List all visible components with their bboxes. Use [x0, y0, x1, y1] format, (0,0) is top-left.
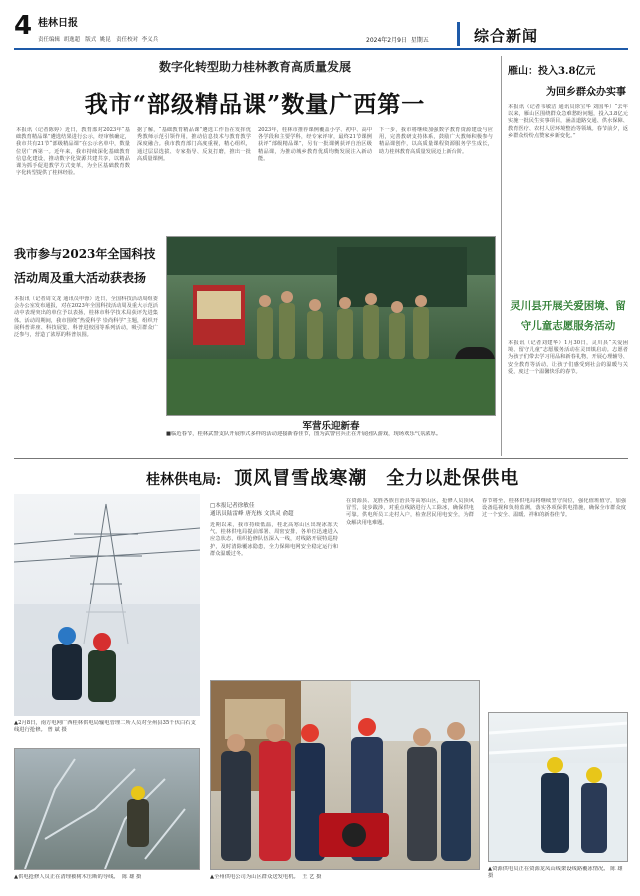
section-rule	[14, 458, 628, 459]
photo-tree-clearing	[14, 748, 200, 870]
page-number: 4	[14, 11, 33, 41]
icing-scene	[489, 713, 628, 862]
caption-a: ▲2月8日，南方电网广西桂林供电局输电管理二所人员对全州县35千伏白石支线进行抢修。 曾 斌 摄	[14, 720, 196, 733]
photo-icing	[488, 712, 628, 862]
photo1-caption: ■临近春节，桂林武警支队开展形式多样的活动迎接新春佳节，图为武警官兵正在开展团队游戏，现场欢乐气氛浓厚。	[166, 431, 442, 437]
caption-c: ▲全州供电公司为山区群众送发电机。 王 艺 摄	[210, 874, 322, 880]
right-text-2: 本报讯（记者刘建华）1月30日，灵川县“关爱困境、留守儿童”志愿服务活动在灵田镇启动。志愿者为孩子们带去学习用品和新春礼物，开展心理辅导、安全教育等活动，让孩子们感受到社会的温暖与关爱，度过一个温馨快乐的春节。	[508, 340, 628, 375]
right-headline-2: 灵川县开展关爱困境、留守儿童志愿服务活动	[510, 300, 626, 332]
vertical-divider	[501, 56, 502, 456]
tower-drawing	[14, 494, 200, 716]
masthead	[14, 8, 628, 48]
science-text: 本报讯（记者周文龙 通讯员申蓉）近日，全国科技活动周组委会办公室发布通报，对在2023年全国科技活动周及重大示范活动中表现突出的单位予以表扬，桂林市科学技术局获评先进集体。活动周期间，我市围绕“热爱科学 崇尚科学”主题，组织开展科普讲座、科技展览、科普进校园等系列活动，吸引群众广泛参与，营造了浓厚的科普氛围。	[14, 296, 158, 339]
power-byline: □本报记者徐敏佳 通讯员陆雷峰 唐光栋 文洪灵 俞超	[210, 503, 294, 517]
section-title: 综合新闻	[474, 27, 539, 45]
headline-sub: 为回乡群众办实事	[546, 87, 626, 98]
military-scene	[167, 237, 496, 416]
paper-name: 桂林日报	[38, 18, 78, 29]
staff-line: 责任编辑 胡逸超 版式 姚昆 责任校对 李义兵	[38, 37, 159, 43]
lead-col-3: 2023年，桂林市推荐课例覆盖小学、初中、高中各学段和主要学科，经专家评审，最终21节课例获评“部级精品课”，另有一批课例获评自治区级精品课，为推动城乡教育优质均衡发展注入新动能。	[258, 127, 372, 162]
issue-date: 2024年2月9日 星期五	[366, 37, 429, 44]
lead-col-4: 下一步，我市将继续加强数字教育资源建设与应用，完善教研支持体系，鼓励广大教师积极参与精品课创作，以高质量课程资源服务学生成长，助力桂林教育高质量发展迈上新台阶。	[379, 127, 493, 155]
lead-kicker: 数字化转型助力桂林教育高质量发展	[158, 60, 351, 74]
power-headline	[14, 464, 628, 490]
power-col-1: 近期以来，我市持续低温，桂北高寒山区出现冰冻天气。桂林供电局提前部署、周密安排，各单位迅速进入应急状态，组织抢修队伍深入一线，对线路开展特巡特护，及时清除覆冰隐患，全力保障电网安全稳定运行和群众温暖过冬。	[210, 522, 338, 557]
generator-scene	[211, 681, 480, 870]
masthead-rule	[14, 48, 628, 50]
right-headline-1	[508, 62, 630, 98]
power-col-2: 在资源县、龙胜各族自治县等高寒山区，抢修人员顶风冒雪，徒步跋涉，对重点线路进行人工除冰，确保供电可靠。供电所员工走村入户，检查居民用电安全，为群众解决用电难题。	[346, 498, 474, 526]
right-text-1: 本报讯（记者韦敏洁 通讯员徐宝华 刘国华）“去年以来，雁山区围绕群众急难愁盼问题，投入3.8亿元实施一批民生实事项目，涵盖道路交通、供水保障、教育医疗、农村人居环境整治等领域。春节前夕，返乡群众纷纷点赞家乡新变化。”	[508, 104, 628, 139]
caption-d: ▲资源供电员正在资源龙凤山线架设线路覆冰情况。 陈 雄 摄	[488, 866, 623, 879]
headline-amount: 投入3.8亿元	[538, 66, 596, 77]
power-tower-graphic	[14, 494, 200, 716]
photo-generator	[210, 680, 480, 870]
tree-scene	[15, 749, 200, 870]
photo1-title: 军营乐迎新春	[302, 421, 360, 432]
power-headline-left: 桂林供电局:	[146, 472, 222, 488]
military-photo	[166, 236, 496, 416]
region-label: 雁山：	[508, 66, 538, 77]
caption-b: ▲供电抢修人员正在清理被树木压断的导线。 陈 雄 摄	[14, 874, 142, 880]
section-title-box	[457, 22, 628, 46]
lead-headline: 我市“部级精品课”数量广西第一	[84, 91, 426, 118]
power-col-3: 春节将至，桂林供电局将继续坚守岗位，强化值班值守，加强设备巡视和负荷监测，落实各项保供电措施，确保全市群众度过一个安全、温暖、祥和的新春佳节。	[482, 498, 626, 519]
lead-col-2: 据了解，“基础教育精品课”遴选工作旨在发挥优秀教师示范引领作用，推动信息技术与教育教学深度融合。我市教育部门高度重视，精心组织，通过层层选拔、专家指导、反复打磨，推出一批高质量课例。	[137, 127, 251, 162]
lead-col-1: 本报讯（记者陈婷）近日，教育部对2023年“基础教育精品课”遴选结果进行公示，经审核确定，我市共有21节“部级精品课”在公示名单中，数量位居广西第一。近年来，我市持续深化基础教育信息化建设，推动数字化资源共建共享，以精品课为抓手促进教学方式变革，为全区基础教育数字化转型提供了桂林经验。	[16, 127, 130, 177]
science-headline: 我市参与2023年全国科技活动周及重大活动获表扬	[14, 247, 156, 285]
power-headline-right: 顶风冒雪战寒潮 全力以赴保供电	[234, 468, 520, 489]
